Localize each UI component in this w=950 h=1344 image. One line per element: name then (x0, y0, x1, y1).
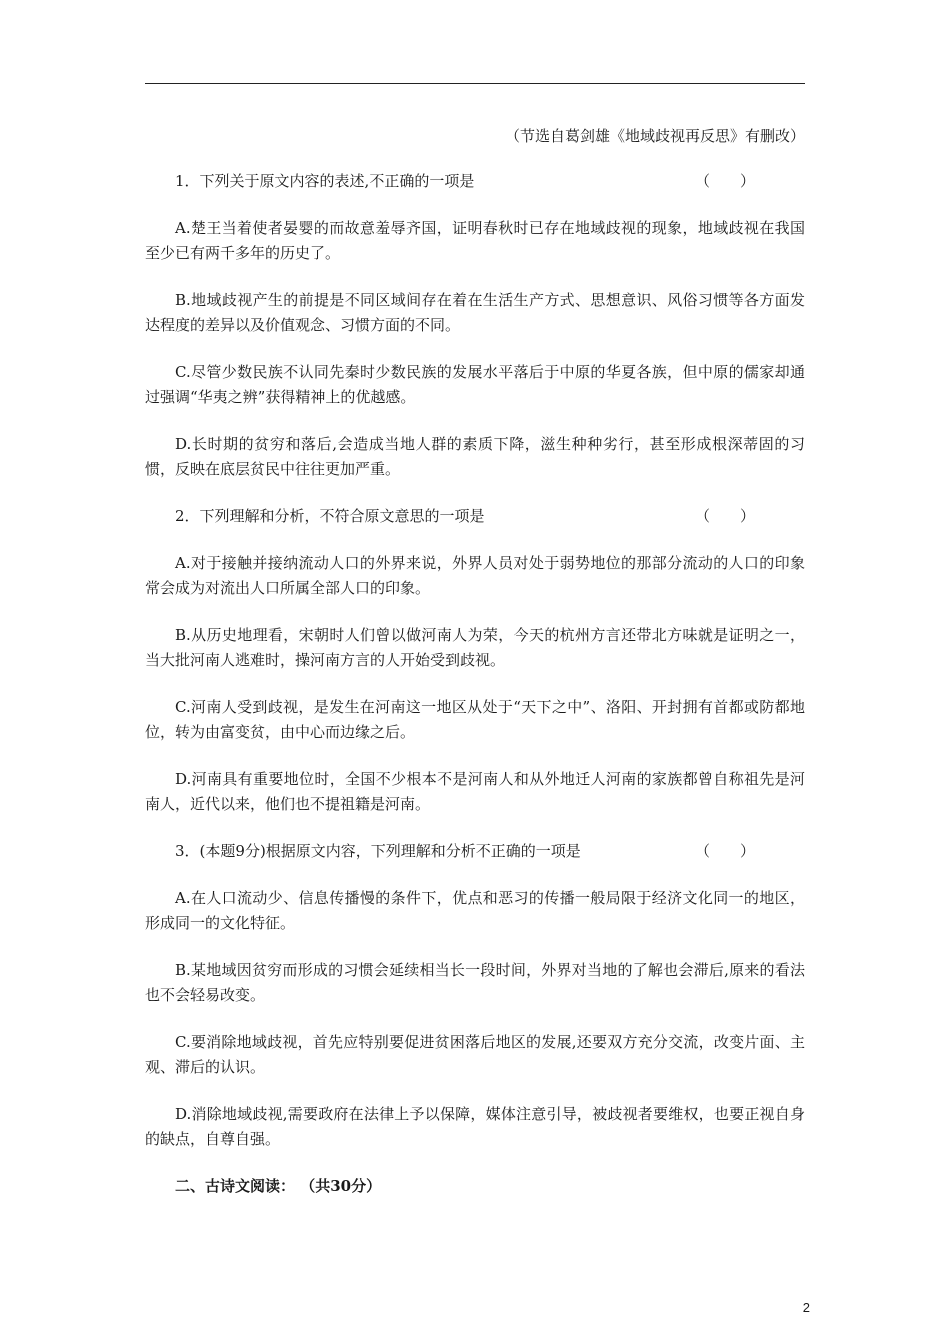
option-b: B.从历史地理看，宋朝时人们曾以做河南人为荣，今天的杭州方言还带北方味就是证明之一，当大批河南人逃难时，操河南方言的人开始受到歧视。 (145, 626, 805, 669)
option-a: A.对于接触并接纳流动人口的外界来说，外界人员对处于弱势地位的那部分流动的人口的印象常会成为对流出人口所属全部人口的印象。 (145, 554, 805, 597)
question-stem-text: 1．下列关于原文内容的表述,不正确的一项是 (175, 172, 475, 190)
question-2 (145, 504, 805, 817)
answer-blank: （ ） (694, 507, 755, 525)
option-c: C.尽管少数民族不认同先秦时少数民族的发展水平落后于中原的华夏各族，但中原的儒家却通过强调“华夷之辨”获得精神上的优越感。 (145, 363, 805, 406)
question-stem (145, 504, 805, 529)
option-d: D.河南具有重要地位时，全国不少根本不是河南人和从外地迁人河南的家族都曾自称祖先是河南人，近代以来，他们也不提祖籍是河南。 (145, 770, 805, 813)
question-stem-text: 2．下列理解和分析，不符合原文意思的一项是 (175, 507, 485, 525)
source-citation: （节选自葛剑雄《地域歧视再反思》有删改） (504, 127, 805, 145)
answer-blank: （ ） (694, 842, 755, 860)
answer-blank: （ ） (694, 172, 755, 190)
option-d: D.长时期的贫穷和落后,会造成当地人群的素质下降，滋生种种劣行，甚至形成根深蒂固的习惯，反映在底层贫民中往往更加严重。 (145, 435, 805, 478)
option-c: C.要消除地域歧视，首先应特别要促进贫困落后地区的发展,还要双方充分交流，改变片面、主观、滞后的认识。 (145, 1033, 805, 1076)
header-rule (145, 83, 805, 84)
option-b: B.某地域因贫穷而形成的习惯会延续相当长一段时间，外界对当地的了解也会滞后,原来的看法也不会轻易改变。 (145, 961, 805, 1004)
question-stem (145, 839, 805, 864)
document-body (145, 124, 805, 1199)
option-d: D.消除地域歧视,需要政府在法律上予以保障，媒体注意引导，被歧视者要维权，也要正视自身的缺点，自尊自强。 (145, 1105, 805, 1148)
question-stem (145, 169, 805, 194)
section-heading: 二、古诗文阅读： （共30分） (175, 1177, 382, 1195)
option-a: A.在人口流动少、信息传播慢的条件下，优点和恶习的传播一般局限于经济文化同一的地区，形成同一的文化特征。 (145, 889, 805, 932)
option-c: C.河南人受到歧视，是发生在河南这一地区从处于“天下之中”、洛阳、开封拥有首都或防都地位，转为由富变贫，由中心而边缘之后。 (145, 698, 805, 741)
question-3 (145, 839, 805, 1152)
option-b: B.地域歧视产生的前提是不同区域间存在着在生活生产方式、思想意识、风俗习惯等各方面发达程度的差异以及价值观念、习惯方面的不同。 (145, 291, 805, 334)
question-1 (145, 169, 805, 482)
question-stem-text: 3．(本题9分)根据原文内容，下列理解和分析不正确的一项是 (175, 842, 581, 860)
option-a: A.楚王当着使者晏婴的而故意羞辱齐国，证明春秋时已存在地域歧视的现象，地域歧视在我国至少已有两千多年的历史了。 (145, 219, 805, 262)
page-number: 2 (802, 1300, 810, 1315)
